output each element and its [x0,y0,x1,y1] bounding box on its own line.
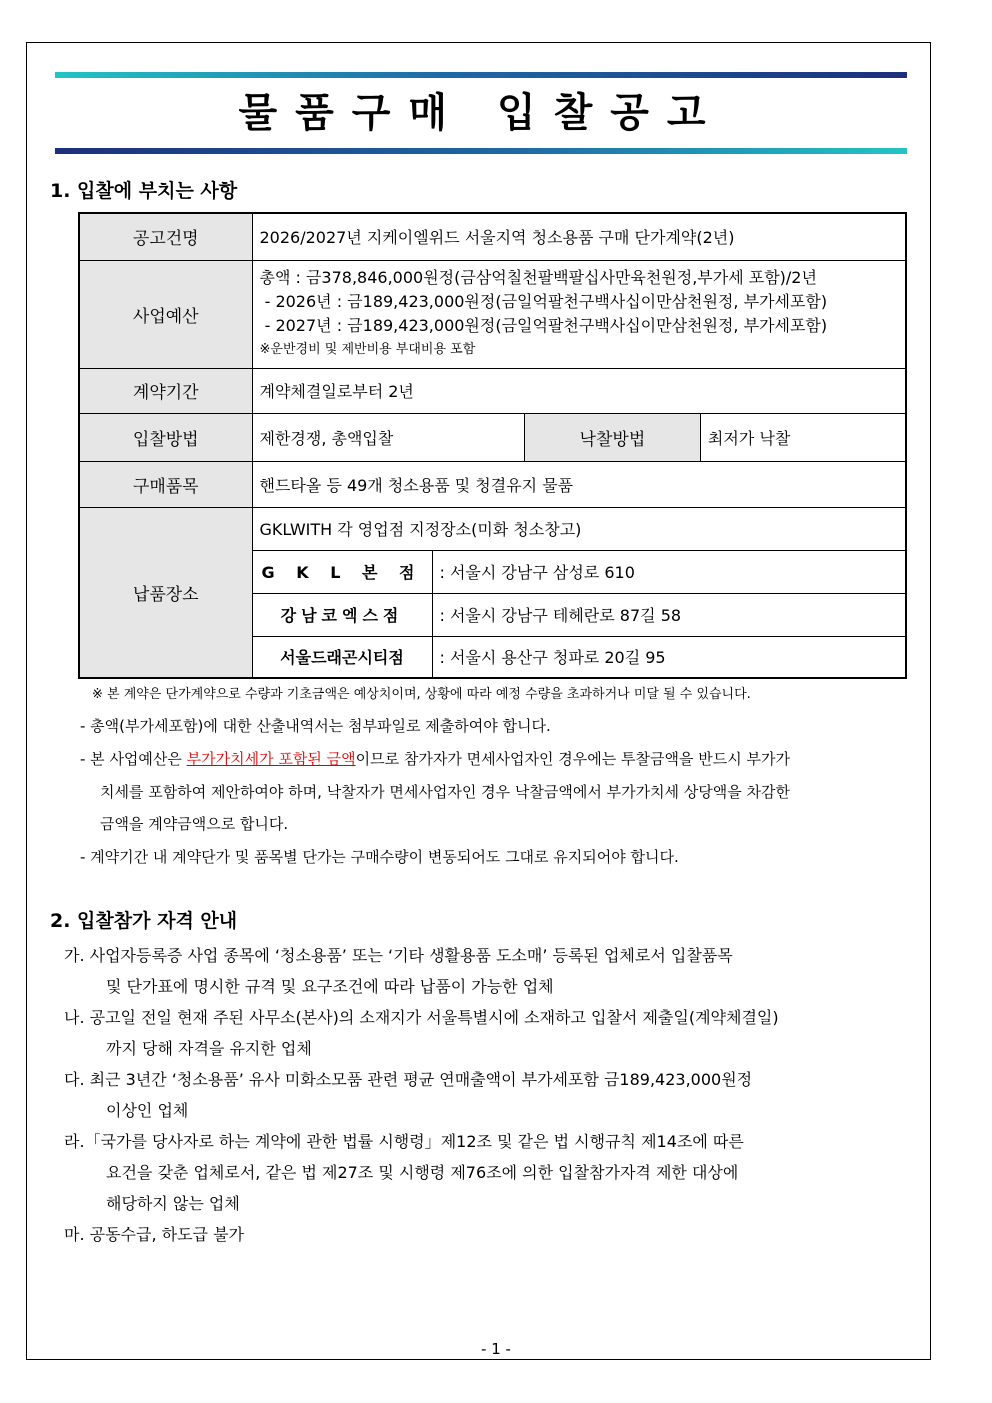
note-text: 이므로 참가자가 면세사업자인 경우에는 투찰금액을 반드시 부가가 [355,750,790,768]
notice-name-label: 공고건명 [79,213,252,260]
items-value: 핸드타올 등 49개 청소용품 및 청결유지 물품 [252,461,906,507]
note-bullet: - 계약기간 내 계약단가 및 품목별 단가는 구매수량이 변동되어도 그대로 유지되어야 합니다. [80,848,679,866]
branch-name: 서울드래곤시티점 [252,636,432,678]
method-value: 제한경쟁, 총액입찰 [252,413,524,461]
table-footnote: ※ 본 계약은 단가계약으로 수량과 기초금액은 예상치이며, 상황에 따라 예정 수량을 초과하거나 미달 될 수 있습니다. [92,687,751,702]
note-bullet [80,742,907,776]
qualification-item: 다. 최근 3년간 ‘청소용품’ 유사 미화소모품 관련 평균 연매출액이 부가세포함 금189,423,000원정 [64,1070,753,1089]
budget-value [252,260,906,368]
qualification-item: 마. 공동수급, 하도급 불가 [64,1225,244,1244]
qualification-item-cont: 해당하지 않는 업체 [106,1194,240,1213]
title-bottom-bar [55,148,907,154]
page-number: - 1 - [481,1340,511,1358]
note-continuation: 금액을 계약금액으로 합니다. [100,815,289,833]
qualification-list [64,940,907,1250]
branch-address: : 서울시 강남구 테헤란로 87길 58 [432,593,906,636]
delivery-header: GKLWITH 각 영업점 지정장소(미화 청소창고) [252,507,906,550]
budget-2026: - 2026년 : 금189,423,000원정(금일억팔천구백사십이만삼천원정, 부가세포함) [259,292,828,311]
qualification-item: 가. 사업자등록증 사업 종목에 ‘청소용품’ 또는 ‘기타 생활용품 도소매’ 등록된 업체로서 입찰품목 [64,946,733,965]
award-label: 낙찰방법 [524,413,700,461]
qualification-item-cont: 까지 당해 자격을 유지한 업체 [106,1039,312,1058]
qualification-item-cont: 요건을 갖춘 업체로서, 같은 법 제27조 및 시행령 제76조에 의한 입찰참가자격 제한 대상에 [106,1163,739,1182]
note-text: - 본 사업예산은 [80,750,187,768]
budget-label: 사업예산 [79,260,252,368]
section1-heading: 1. 입찰에 부치는 사항 [50,180,238,202]
qualification-item-cont: 이상인 업체 [106,1101,189,1120]
title-top-bar [55,72,907,78]
document-title: 물품구매 입찰공고 [238,90,724,136]
branch-name: G K L 본 점 [252,550,432,593]
branch-address: : 서울시 용산구 청파로 20길 95 [432,636,906,678]
notice-name-value: 2026/2027년 지케이엘위드 서울지역 청소용품 구매 단가계약(2년) [252,213,906,260]
delivery-label: 납품장소 [79,507,252,678]
qualification-item-cont: 및 단가표에 명시한 규격 및 요구조건에 따라 납품이 가능한 업체 [106,977,554,996]
period-value: 계약체결일로부터 2년 [252,368,906,413]
section1-notes [80,711,907,874]
note-bullet: - 총액(부가세포함)에 대한 산출내역서는 첨부파일로 제출하여야 합니다. [80,717,551,735]
vat-included-highlight: 부가가치세가 포함된 금액 [186,750,356,768]
branch-name: 강남코엑스점 [252,593,432,636]
period-label: 계약기간 [79,368,252,413]
budget-note: ※운반경비 및 제반비용 부대비용 포함 [259,342,476,357]
award-value: 최저가 낙찰 [700,413,906,461]
qualification-item: 라.「국가를 당사자로 하는 계약에 관한 법률 시행령」제12조 및 같은 법 시행규칙 제14조에 따른 [64,1132,744,1151]
qualification-item: 나. 공고일 전일 현재 주된 사무소(본사)의 소재지가 서울특별시에 소재하고 입찰서 제출일(계약체결일) [64,1008,779,1027]
section2-heading: 2. 입찰참가 자격 안내 [50,910,238,932]
budget-total: 총액 : 금378,846,000원정(금삼억칠천팔백팔십사만육천원정,부가세 포함)/2년 [259,268,817,287]
bid-info-table [78,212,907,679]
method-label: 입찰방법 [79,413,252,461]
items-label: 구매품목 [79,461,252,507]
budget-2027: - 2027년 : 금189,423,000원정(금일억팔천구백사십이만삼천원정, 부가세포함) [259,316,828,335]
branch-address: : 서울시 강남구 삼성로 610 [432,550,906,593]
note-continuation: 치세를 포함하여 제안하여야 하며, 낙찰자가 면세사업자인 경우 낙찰금액에서 부가가치세 상당액을 차감한 [100,783,791,801]
